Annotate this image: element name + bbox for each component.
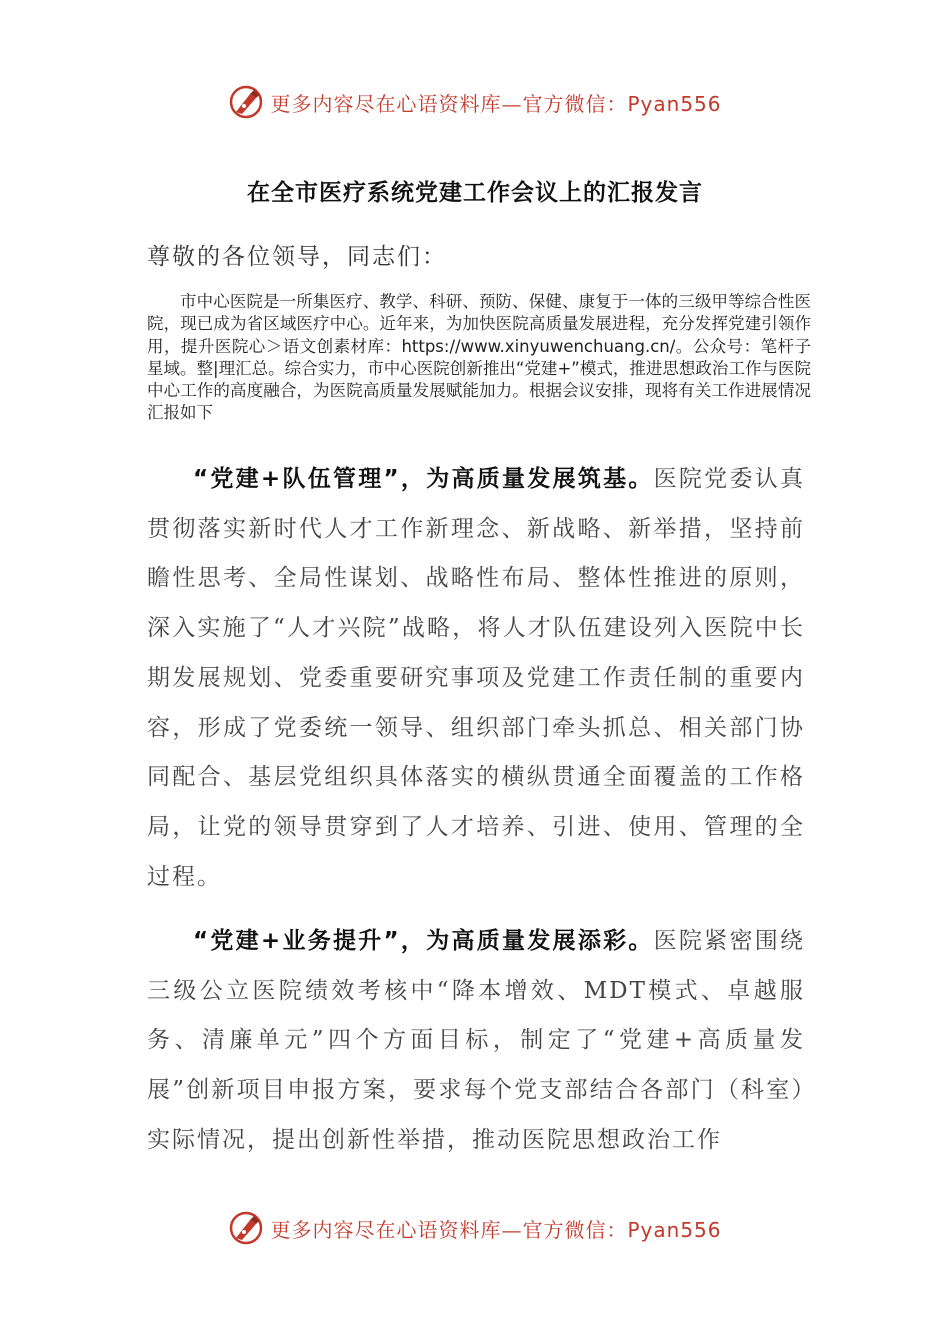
intro-paragraph: 市中心医院是一所集医疗、教学、科研、预防、保健、康复于一体的三级甲等综合性医院，现已成为省区域医疗中心。近年来，为加快医院高质量发展进程，充分发挥党建引领作用，提升医院心＞语文创素材库：https://www.xinyuwenchuang.cn/。公众号：笔杆子星域。整|理汇总。综合实力，市中心医院创新推出“党建+”模式，推进思想政治工作与医院中心工作的高度融合，为医院高质量发展赋能加力。根据会议安排，现将有关工作进展情况汇报如下 — [147, 292, 811, 423]
section-paragraph — [147, 917, 805, 1166]
banner-handle: Pyan556 — [627, 91, 722, 116]
pen-nib-logo-icon — [228, 84, 264, 120]
banner-text: 更多内容尽在心语资料库—官方微信：Pyan556 — [270, 91, 722, 116]
greeting: 尊敬的各位领导，同志们： — [147, 244, 447, 270]
pen-nib-logo-icon — [228, 1210, 264, 1246]
section-body: 医院党委认真贯彻落实新时代人才工作新理念、新战略、新举措，坚持前瞻性思考、全局性谋划、战略性布局、整体性推进的原则，深入实施了“人才兴院”战略，将人才队伍建设列入医院中长期发展规划、党委重要研究事项及党建工作责任制的重要内容，形成了党委统一领导、组织部门牵头抓总、相关部门协同配合、基层党组织具体落实的横纵贯通全面覆盖的工作格局，让党的领导贯穿到了人才培养、引进、使用、管理的全过程。 — [147, 466, 805, 890]
header-banner — [0, 82, 950, 122]
section-lead: “党建+队伍管理”，为高质量发展筑基。 — [193, 466, 654, 492]
section-paragraph — [147, 455, 805, 902]
footer-banner — [0, 1208, 950, 1248]
banner-handle: Pyan556 — [627, 1217, 722, 1242]
section-lead: “党建+业务提升”，为高质量发展添彩。 — [193, 928, 654, 954]
section-body: 医院紧密围绕三级公立医院绩效考核中“降本增效、MDT模式、卓越服务、清廉单元”四个方面目标，制定了“党建+高质量发展”创新项目申报方案，要求每个党支部结合各部门（科室）实际情况，提出创新性举措，推动医院思想政治工作 — [147, 928, 805, 1153]
banner-text: 更多内容尽在心语资料库—官方微信：Pyan556 — [270, 1217, 722, 1242]
document-title: 在全市医疗系统党建工作会议上的汇报发言 — [247, 180, 703, 206]
